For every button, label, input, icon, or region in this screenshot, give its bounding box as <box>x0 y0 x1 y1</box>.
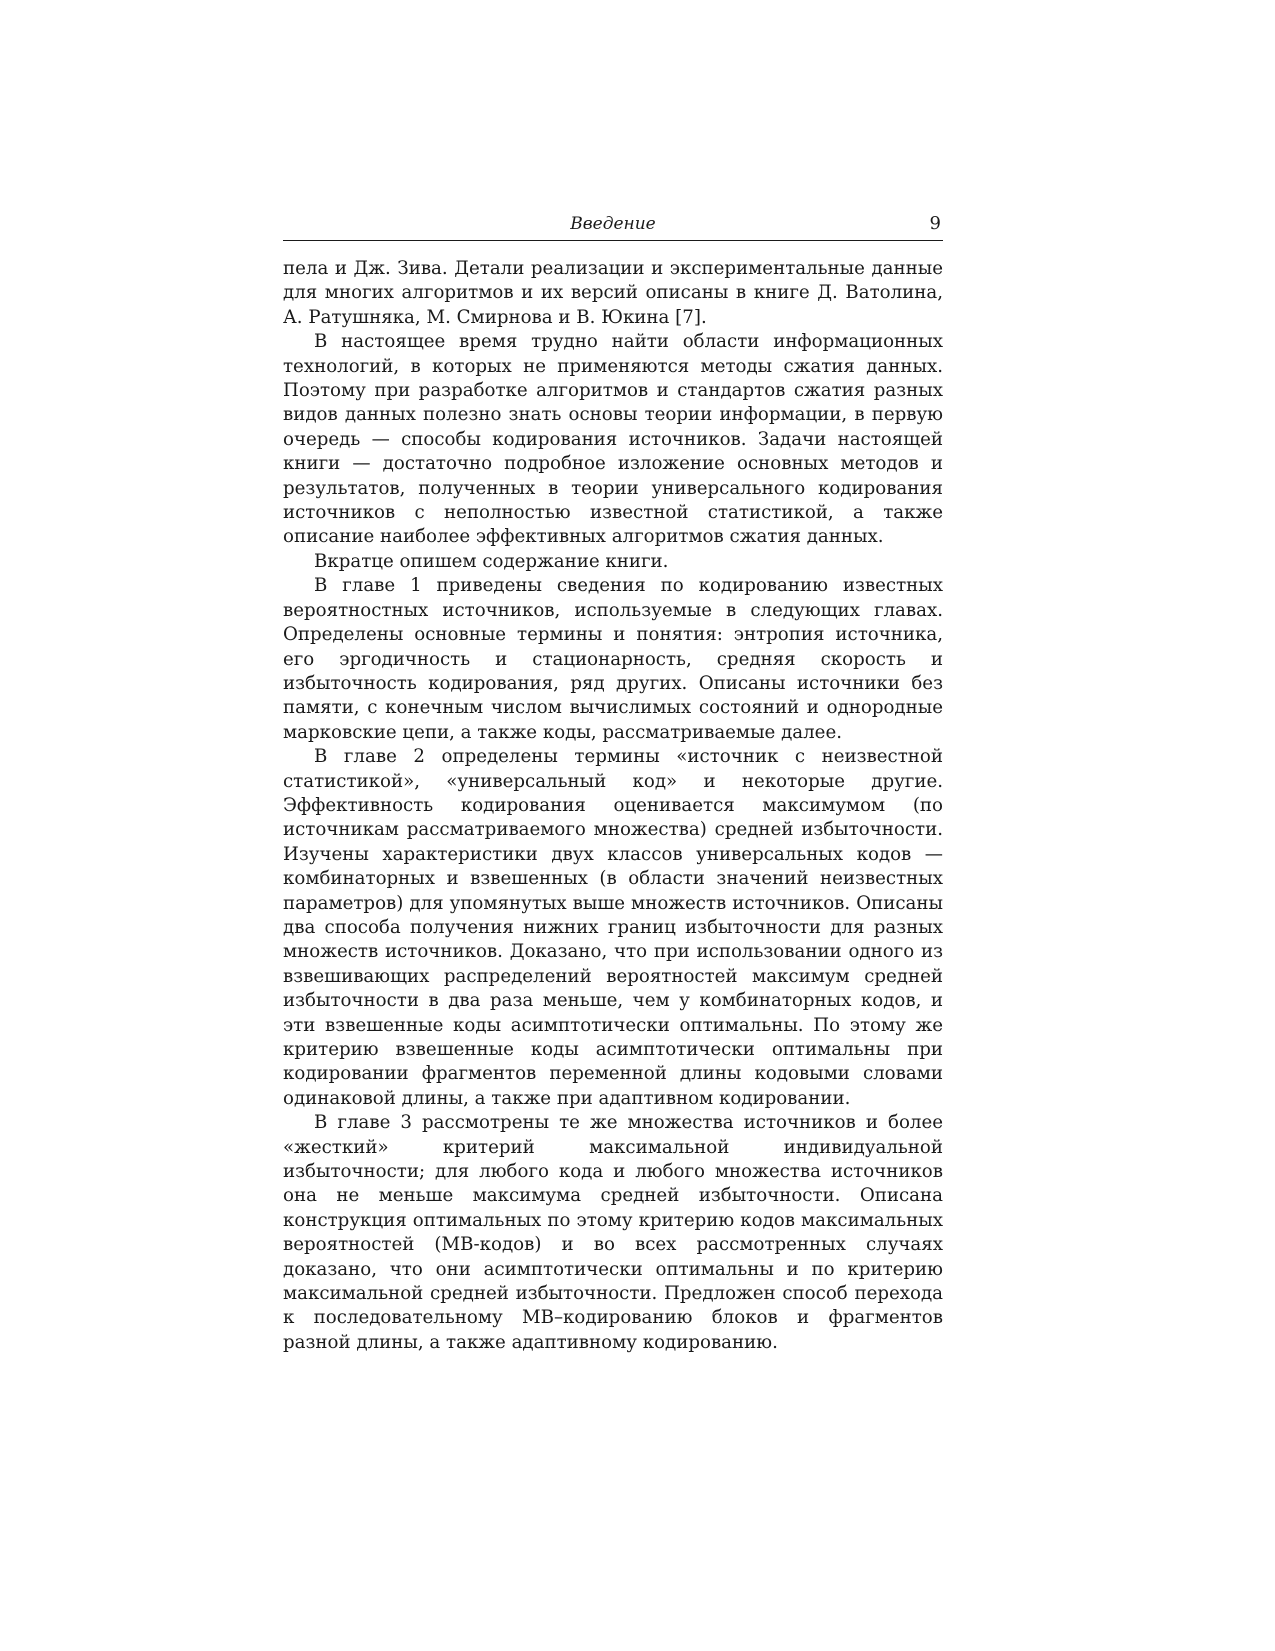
running-head-title: Введение <box>570 214 656 234</box>
paragraph: В настоящее время трудно найти области информационных технологий, в которых не применяются методы сжатия данных. Поэтому при разработке алгоритмов и стандартов сжатия разных видов данных полезно знать основы теории информации, в первую очередь — способы кодирования источников. Задачи настоящей книги — достаточно подробное изложение основных методов и результатов, полученных в теории универсального кодирования источников с неполностью известной статистикой, а также описание наиболее эффективных алгоритмов сжатия данных. <box>283 331 943 548</box>
paragraph: Вкратце опишем содержание книги. <box>314 550 669 572</box>
body-text <box>283 257 943 1355</box>
paragraph-continuation: пела и Дж. Зива. Детали реализации и экспериментальные данные для многих алгоритмов и их версий описаны в книге Д. Ватолина, А. Ратушняка, М. Смирнова и В. Юкина [7]. <box>283 258 943 328</box>
paragraph: В главе 3 рассмотрены те же множества источников и более «жесткий» критерий максимальной индивидуальной избыточности; для любого кода и любого множества источников она не меньше максимума средней избыточности. Описана конструкция оптимальных по этому критерию кодов максимальных вероятностей (МВ-кодов) и во всех рассмотренных случаях доказано, что они асимптотически оптимальны и по критерию максимальной средней избыточности. Предложен способ перехода к последовательному МВ–кодированию блоков и фрагментов разной длины, а также адаптивному кодированию. <box>283 1112 943 1353</box>
book-page <box>283 210 943 1355</box>
paragraph: В главе 1 приведены сведения по кодированию известных вероятностных источников, используемые в следующих главах. Определены основные термины и понятия: энтропия источника, его эргодичность и стационарность, средняя скорость и избыточность кодирования, ряд других. Описаны источники без памяти, с конечным числом вычислимых состояний и однородные марковские цепи, а также коды, рассматриваемые далее. <box>283 575 943 743</box>
page-number: 9 <box>929 213 941 234</box>
running-head <box>283 210 943 241</box>
paragraph: В главе 2 определены термины «источник с неизвестной статистикой», «универсальный код» и некоторые другие. Эффективность кодирования оценивается максимумом (по источникам рассматриваемого множества) средней избыточности. Изучены характеристики двух классов универсальных кодов — комбинаторных и взвешенных (в области значений неизвестных параметров) для упомянутых выше множеств источников. Описаны два способа получения нижних границ избыточности для разных множеств источников. Доказано, что при использовании одного из взвешивающих распределений вероятностей максимум средней избыточности в два раза меньше, чем у комбинаторных кодов, и эти взвешенные коды асимптотически оптимальны. По этому же критерию взвешенные коды асимптотически оптимальны при кодировании фрагментов переменной длины кодовыми словами одинаковой длины, а также при адаптивном кодировании. <box>283 746 943 1109</box>
